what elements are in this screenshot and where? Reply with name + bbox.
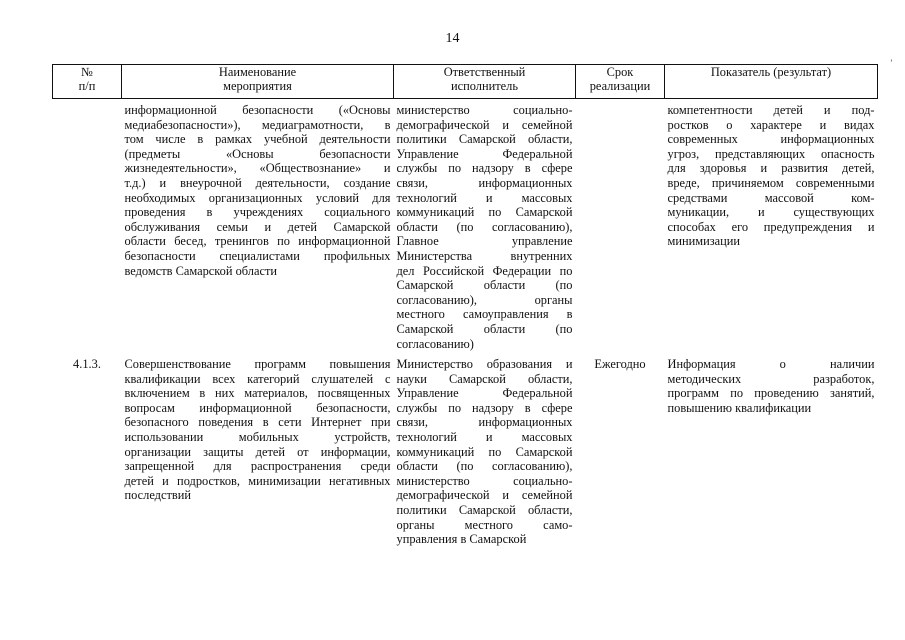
text-line: обслуживания семьи и детей Самарской [124,219,391,234]
text-line: коммуникаций по Самарской [396,205,573,220]
text-line: компетентности детей и под- [667,103,875,117]
header-name: Наименование мероприятия [122,65,394,99]
table-row-4-1-3 [53,357,878,547]
text-line: средствами массовой ком- [667,190,875,205]
measures-table [52,64,878,547]
text-line: современных информационных [667,132,875,147]
text-line: том числе в рамках учебной деятельности [124,132,391,147]
text-line: согласованию) [396,336,474,351]
text-line: министерство социально- [396,103,573,117]
text-line: вопросам информационной безопасности, [124,400,391,415]
text-line: безопасного поведения в сети Интернет при [124,415,391,430]
text-line: местного самоуправления в [396,307,573,322]
text-line: технологий и массовых [396,430,573,445]
cell-result [665,99,878,358]
text-line: Самарской области (по [396,278,573,293]
text-line: (предметы «Основы безопасности [124,146,391,161]
text-line: включением в них материалов, посвященных [124,386,391,401]
table-header-row [53,65,878,99]
text-line: Министерства внутренних [396,248,573,263]
header-executor: Ответственный исполнитель [394,65,576,99]
cell-executor [394,99,576,358]
corner-mark: ʼ [890,58,893,68]
text-line: связи, информационных [396,175,573,190]
text-line: жизнедеятельности», «Обществознание» и [124,161,391,176]
cell-name [122,99,394,358]
text-line: Управление Федеральной [396,386,573,401]
cell-number: 4.1.3. [73,357,101,372]
text-line: Самарской области (по [396,321,573,336]
cell-term: Ежегодно [594,357,646,372]
header-term: Срок реализации [576,65,665,99]
text-line: детей и подростков, минимизации негативных [124,473,391,488]
cell-term [576,99,665,358]
text-line: политики Самарской области, [396,503,573,518]
text-line: службы по надзору в сфере [396,161,573,176]
text-line: угроз, представляющих опасность [667,146,875,161]
text-line: ведомств Самарской области [124,263,278,278]
text-line: области (по согласованию), [396,459,573,474]
text-line: для здоровья и развития детей, [667,161,875,176]
text-line: коммуникаций по Самарской [396,444,573,459]
text-line: Управление Федеральной [396,146,573,161]
text-line: ростков о характере и видах [667,117,875,132]
text-line: политики Самарской области, [396,132,573,147]
text-line: способах его предупреждения и [667,219,875,234]
text-line: науки Самарской области, [396,371,573,386]
text-line: органы местного само- [396,517,573,532]
text-line: согласованию), органы [396,292,573,307]
text-line: дел Российской Федерации по [396,263,573,278]
text-line: области бесед, тренингов по информационной [124,234,391,249]
page-number: 14 [445,31,460,46]
text-line: вреде, причиняемом современными [667,175,875,190]
table-row-continuation [53,99,878,358]
text-line: Министерство образования и [396,357,573,372]
text-line: управления в Самарской [396,532,527,547]
text-line: последствий [124,488,191,503]
text-line: технологий и массовых [396,190,573,205]
text-line: службы по надзору в сфере [396,400,573,415]
text-line: проведения в учреждениях социального [124,205,391,220]
text-line: безопасности специалистами профильных [124,248,391,263]
text-line: медиабезопасности»), медиаграмотности, в [124,117,391,132]
text-line: программ по проведению занятий, [667,386,875,401]
text-line: минимизации [667,234,740,249]
text-line: Главное управление [396,234,573,249]
text-line: министерство социально- [396,473,573,488]
text-line: демографической и семейной [396,117,573,132]
text-line: использовании мобильных устройств, [124,430,391,445]
cell-executor [394,357,576,547]
text-line: области (по согласованию), [396,219,573,234]
cell-name [122,357,394,547]
text-line: Информация о наличии [667,357,875,372]
cell-number [53,99,122,358]
text-line: повышению квалификации [667,400,812,415]
text-line: квалификации всех категорий слушателей с [124,371,391,386]
text-line: организации защиты детей от информации, [124,444,391,459]
text-line: демографической и семейной [396,488,573,503]
cell-result [665,357,878,547]
text-line: муникации, и существующих [667,205,875,220]
text-line: информационной безопасности («Основы [124,103,391,117]
text-line: методических разработок, [667,371,875,386]
text-line: необходимых организационных условий для [124,190,391,205]
header-result: Показатель (результат) [665,65,878,99]
text-line: Совершенствование программ повышения [124,357,391,372]
text-line: связи, информационных [396,415,573,430]
header-number: № п/п [53,65,122,99]
text-line: т.д.) и внеурочной деятельности, создание [124,175,391,190]
text-line: запрещенной для распространения среди [124,459,391,474]
